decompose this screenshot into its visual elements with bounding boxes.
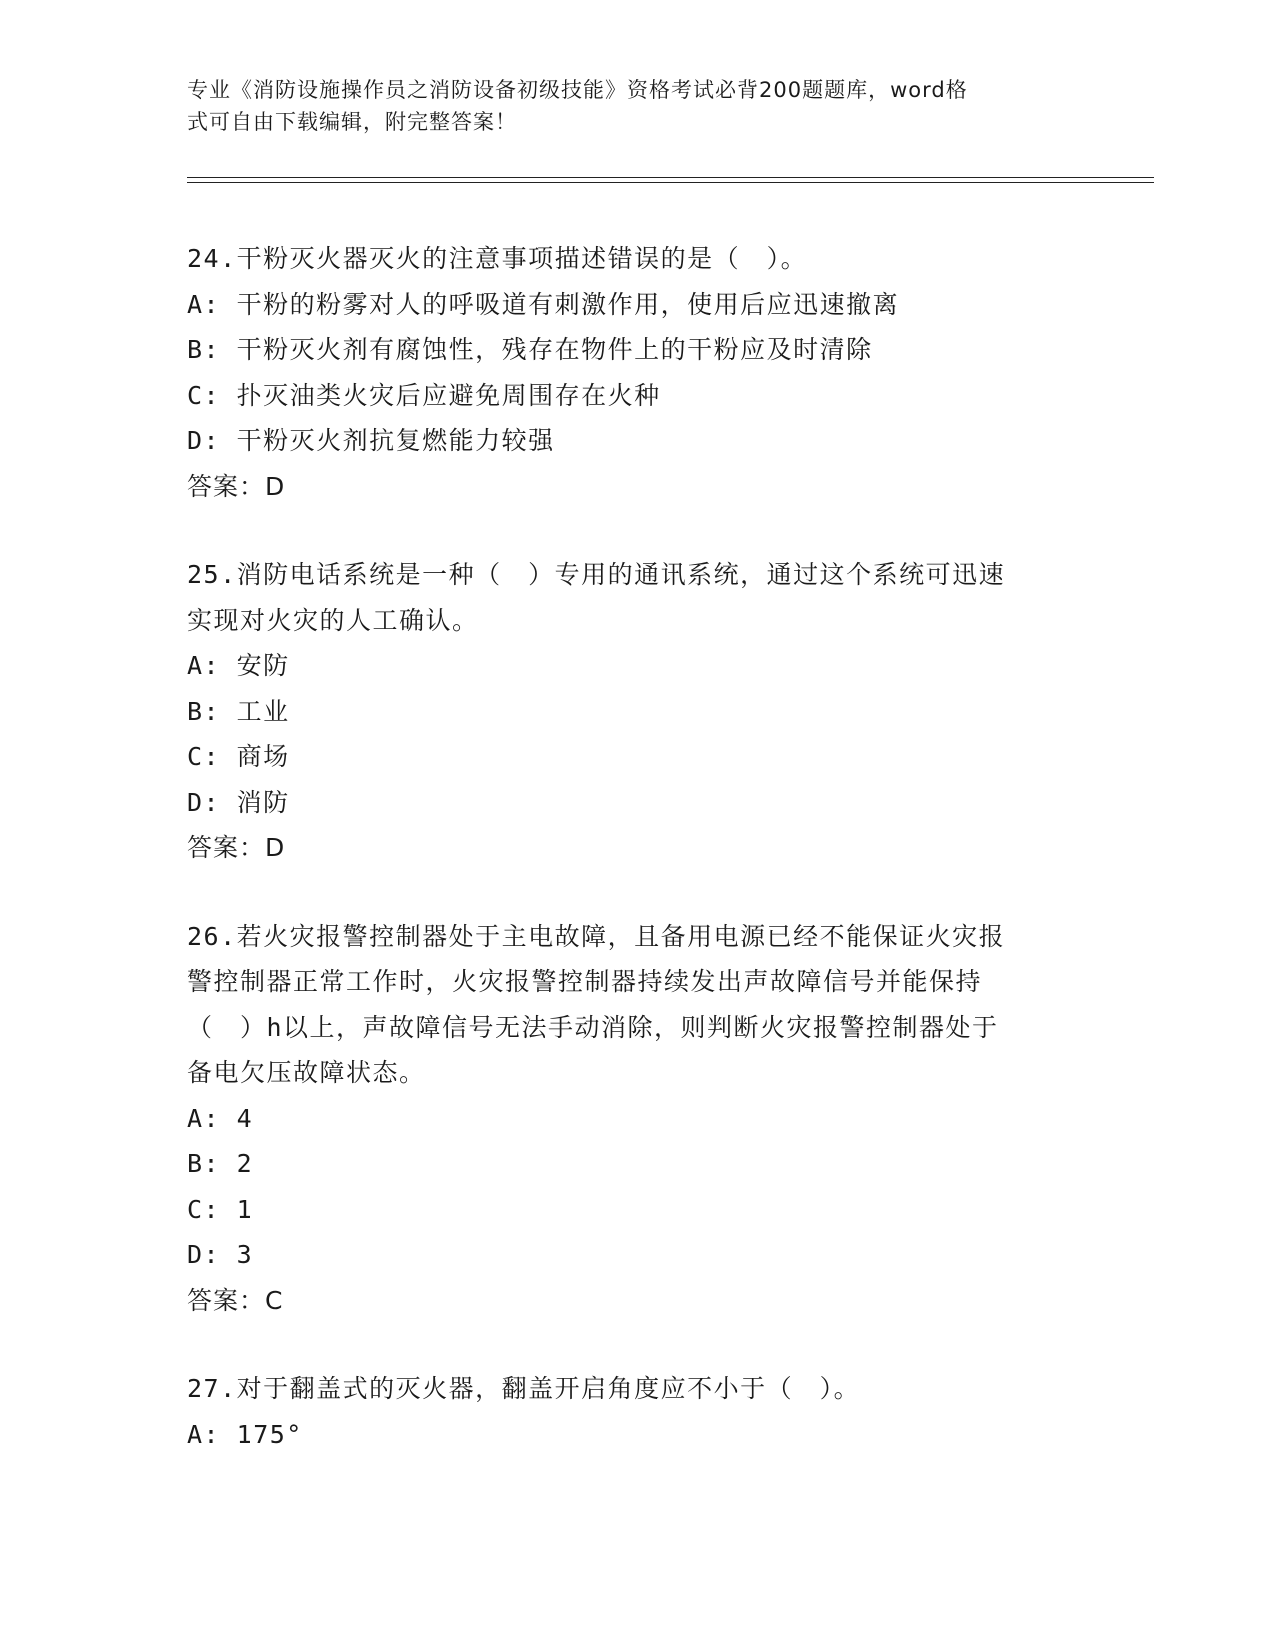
header-line-2: 式可自由下载编辑，附完整答案！ <box>187 110 517 134</box>
answer-label: 答案：D <box>187 471 286 501</box>
question-stem: 24.干粉灭火器灭火的注意事项描述错误的是（ ）。 <box>187 244 808 273</box>
header-divider-top <box>187 177 1154 178</box>
question-stem: 备电欠压故障状态。 <box>187 1058 426 1087</box>
question-stem: 25.消防电话系统是一种（ ）专用的通讯系统，通过这个系统可迅速 <box>187 560 1006 589</box>
option-a: A: 干粉的粉雾对人的呼吸道有刺激作用，使用后应迅速撤离 <box>187 289 900 319</box>
question-stem: 27.对于翻盖式的灭火器，翻盖开启角度应不小于（ ）。 <box>187 1374 861 1403</box>
option-c: C: 商场 <box>187 742 290 771</box>
question-list <box>187 236 1087 1500</box>
option-c: C: 扑灭油类火灾后应避免周围存在火种 <box>187 380 661 410</box>
option-d: D: 干粉灭火剂抗复燃能力较强 <box>187 426 555 455</box>
question-27 <box>187 1366 1087 1457</box>
question-25 <box>187 552 1087 871</box>
question-stem: 警控制器正常工作时，火灾报警控制器持续发出声故障信号并能保持 <box>187 967 983 996</box>
question-24 <box>187 236 1087 509</box>
document-header <box>187 74 1087 138</box>
question-stem: 实现对火灾的人工确认。 <box>187 605 479 635</box>
question-stem: 26.若火灾报警控制器处于主电故障，且备用电源已经不能保证火灾报 <box>187 921 1006 951</box>
option-a: A: 安防 <box>187 651 290 680</box>
option-a: A: 175° <box>187 1419 303 1449</box>
option-d: D: 3 <box>187 1240 254 1269</box>
option-c: C: 1 <box>187 1194 254 1224</box>
option-a: A: 4 <box>187 1103 254 1133</box>
option-b: B: 2 <box>187 1149 254 1178</box>
option-b: B: 干粉灭火剂有腐蚀性，残存在物件上的干粉应及时清除 <box>187 335 873 364</box>
header-divider-bottom <box>187 182 1154 183</box>
question-stem: （ ）h以上，声故障信号无法手动消除，则判断火灾报警控制器处于 <box>187 1012 999 1042</box>
option-b: B: 工业 <box>187 696 290 726</box>
question-26 <box>187 914 1087 1324</box>
option-d: D: 消防 <box>187 787 290 817</box>
answer-label: 答案：D <box>187 833 286 862</box>
header-line-1: 专业《消防设施操作员之消防设备初级技能》资格考试必背200题题库，word格 <box>187 78 968 102</box>
answer-label: 答案：C <box>187 1285 284 1315</box>
